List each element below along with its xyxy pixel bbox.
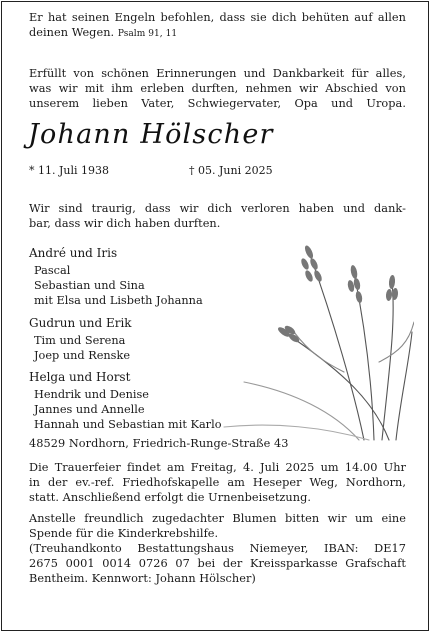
donation-line-3: (Treuhandkonto Bestattungshaus Niemeyer, IBAN: DE17 [29,542,406,555]
psalm-quote [29,10,406,42]
birth-date: * 11. Juli 1938 [29,164,110,177]
family-member: Hendrik und Denise [34,388,149,401]
family-head: André und Iris [29,246,118,260]
family-group-3 [29,370,222,432]
family-head: Helga und Horst [29,370,131,384]
donation-line-2: Spende für die Kinderkrebshilfe. [29,527,219,540]
obituary-notice [1,1,429,631]
family-member: Hannah und Sebastian mit Karlo [34,418,222,431]
intro-line-3: unserem lieben Vater, Schwiegervater, Opa und Uropa. [29,97,406,110]
wheat-illustration [214,212,414,442]
service-info [29,460,406,505]
donation-line-1: Anstelle freundlich zugedachter Blumen bitten wir um eine [29,512,406,525]
life-dates [29,164,409,177]
psalm-line-2 [29,25,406,42]
donation-info [29,511,406,586]
family-member: Jannes und Annelle [34,403,145,416]
intro-line-1: Erfüllt von schönen Erinnerungen und Dankbarkeit für alles, [29,67,406,80]
family-member: Pascal [34,264,71,277]
intro-text [29,66,406,111]
family-group-1 [29,246,203,308]
family-member: Tim und Serena [34,334,126,347]
family-member: Sebastian und Sina [34,279,145,292]
mourning-line-2: bar, dass wir dich haben durften. [29,217,221,230]
family-member: mit Elsa und Lisbeth Johanna [34,294,203,307]
intro-line-2: was wir mit ihm erleben durften, nehmen wir Abschied von [29,82,406,95]
family-head: Gudrun und Erik [29,316,132,330]
psalm-line-1: Er hat seinen Engeln befohlen, dass sie dich behüten auf allen [29,11,406,24]
deceased-name: Johann Hölscher [28,119,274,150]
service-line-1: Die Trauerfeier findet am Freitag, 4. Juli 2025 um 14.00 Uhr [29,461,406,474]
family-group-2 [29,316,132,363]
donation-line-5: Bentheim. Kennwort: Johann Hölscher) [29,572,256,585]
service-line-2: in der ev.-ref. Friedhofskapelle am Heseper Weg, Nordhorn, [29,476,406,489]
family-member: Joep und Renske [34,349,131,362]
psalm-text-end: deinen Wegen. [29,26,115,39]
address: 48529 Nordhorn, Friedrich-Runge-Straße 43 [29,437,289,450]
psalm-reference: Psalm 91, 11 [117,29,178,39]
donation-line-4: 2675 0001 0014 0726 07 bei der Kreissparkasse Grafschaft [29,557,406,570]
death-date: † 05. Juni 2025 [189,164,273,177]
service-line-3: statt. Anschließend erfolgt die Urnenbeisetzung. [29,491,312,504]
mourning-line-1: Wir sind traurig, dass wir dich verloren haben und dank- [29,202,406,215]
